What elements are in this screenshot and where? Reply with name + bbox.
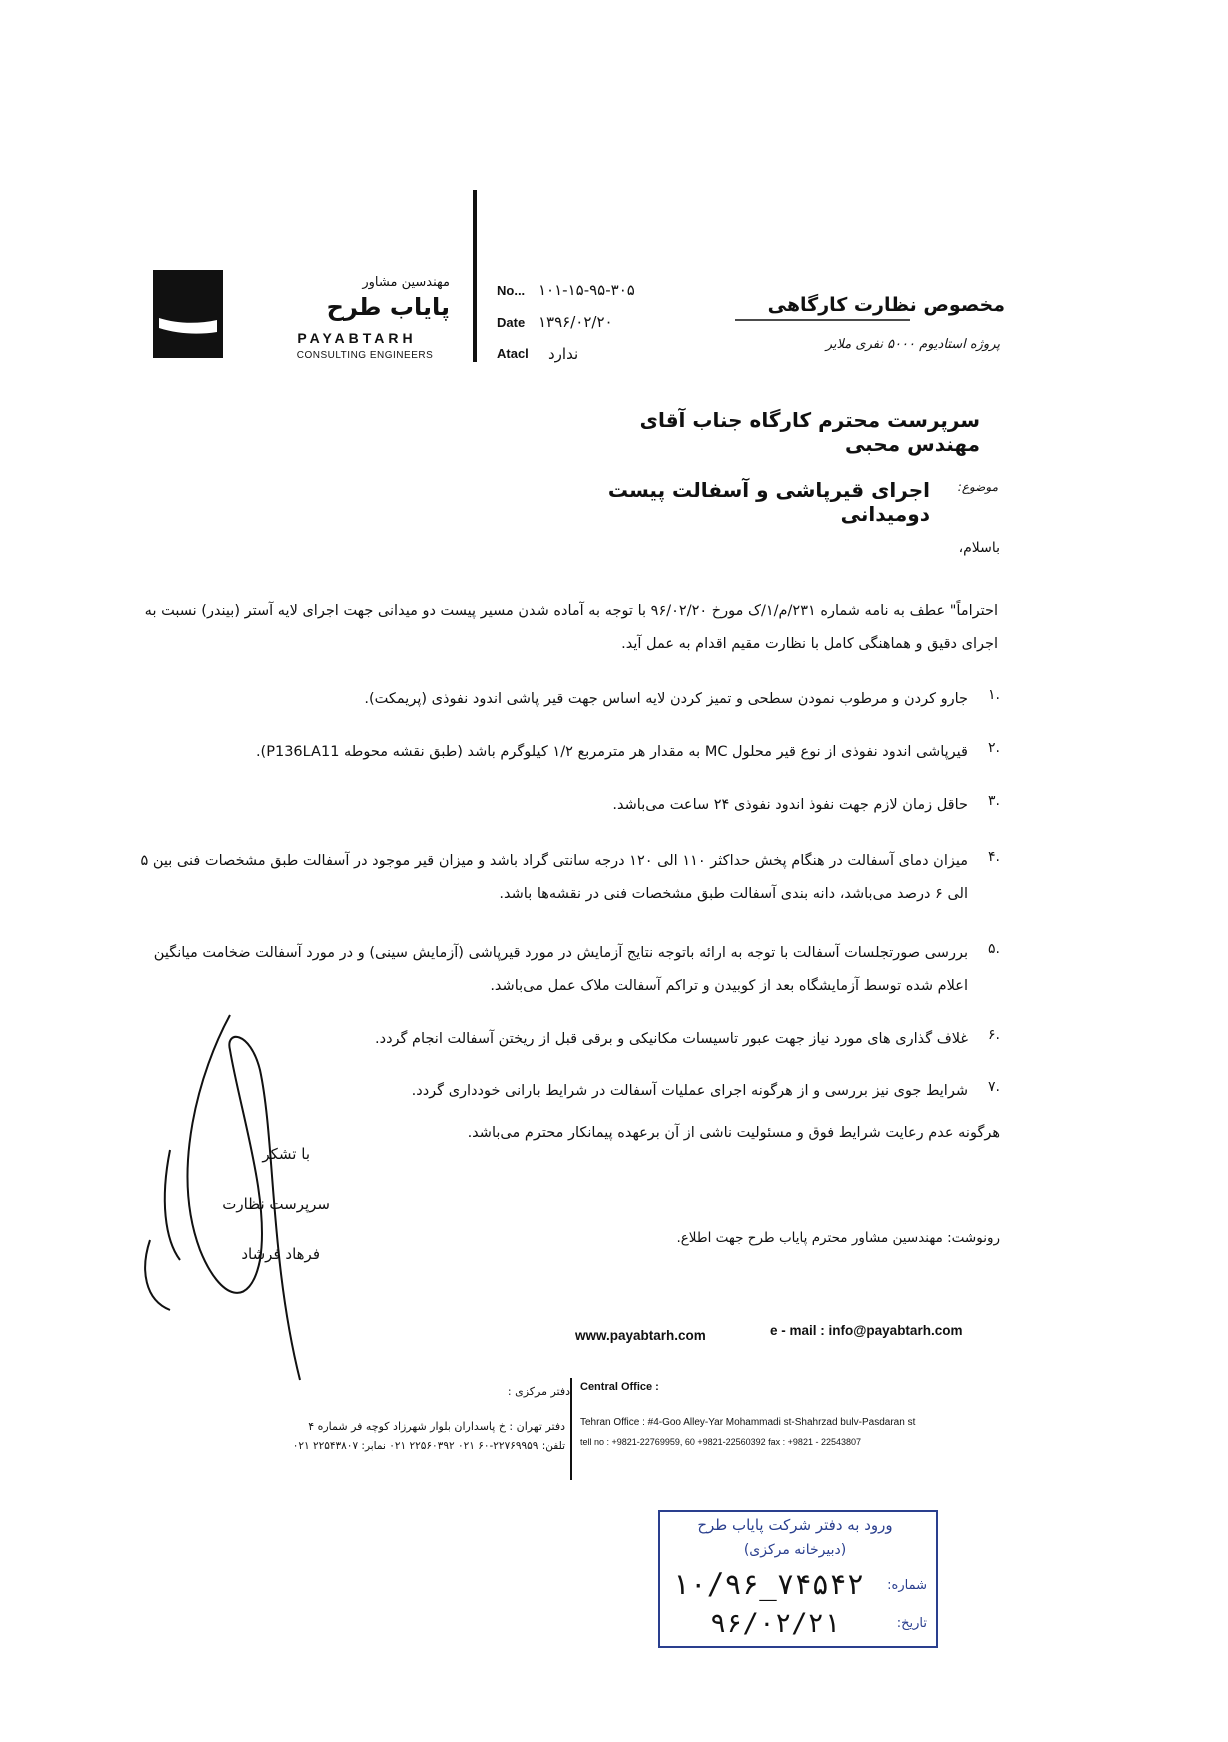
brand-name-fa: پایاب طرح (326, 293, 450, 321)
letter-date: ۱۳۹۶/۰۲/۲۰ (538, 313, 613, 331)
footer-divider (570, 1378, 572, 1480)
stamp-number: ۱۰/۹۶_۷۴۵۴۲ (672, 1567, 865, 1601)
attachment-label: Atacl (497, 346, 529, 361)
stamp-date-label: تاریخ: (896, 1616, 927, 1631)
handwritten-signature-icon (110, 1010, 370, 1390)
list-item: شرایط جوی نیز بررسی و از هرگونه اجرای عملیات آسفالت در شرایط بارانی خودداری گردد. (411, 1083, 968, 1099)
list-item: میزان دمای آسفالت در هنگام پخش حداکثر ۱۱۰ الی ۱۲۰ درجه سانتی گراد باشد و میزان قیر موجود در آسفالت طبق مشخصات فنی بین ۵ الی ۶ درصد می‌باشد، دانه بندی آسفالت طبق مشخصات فنی در نقشه‌ها باشد. (140, 853, 968, 902)
special-title: مخصوص نظارت کارگاهی (767, 294, 1005, 316)
stamp-title: ورود به دفتر شرکت پایاب طرح (697, 1516, 893, 1534)
consulting-label-fa: مهندسین مشاور (362, 275, 450, 290)
letter-number: ۱۰۱-۱۵-۹۵-۳۰۵ (538, 281, 635, 299)
list-item: جارو کردن و مرطوب نمودن سطحی و تمیز کردن لایه اساس جهت قیر پاشی اندود نفوذی (پریمکت). (364, 691, 968, 707)
list-item: قیرپاشی اندود نفوذی از نوع قیر محلول MC به مقدار هر مترمربع ۱/۲ کیلوگرم باشد (طبق نقشه محوطه P136LA11). (255, 744, 968, 760)
list-item: غلاف گذاری های مورد نیاز جهت عبور تاسیسات مکانیکی و برقی قبل از ریختن آسفالت انجام گردد. (375, 1031, 968, 1047)
phone-fa: تلفن: ۲۲۷۶۹۹۵۹-۶۰ ۰۲۱ ۲۲۵۶۰۳۹۲ ۰۲۱ نمابر: ۲۲۵۴۳۸۰۷ ۰۲۱ (292, 1440, 565, 1452)
website-link[interactable]: www.payabtarh.com (575, 1328, 706, 1343)
project-line: پروژه استادیوم ۵۰۰۰ نفری ملایر (825, 337, 1000, 352)
item-number: ۱. (988, 687, 1000, 703)
list-item: حاقل زمان لازم جهت نفوذ اندود نفوذی ۲۴ ساعت می‌باشد. (612, 797, 968, 813)
phone-en: tell no : +9821-22769959, 60 +9821-22560392 fax : +9821 - 22543807 (580, 1437, 861, 1447)
received-stamp (658, 1510, 938, 1648)
signer-role: سرپرست نظارت (222, 1195, 330, 1213)
stamp-number-label: شماره: (887, 1578, 927, 1593)
letter-number-label: No... (497, 283, 526, 298)
office-label-fa: دفتر مرکزی : (507, 1385, 570, 1398)
item-number: ۵. (988, 941, 1000, 957)
signer-name: فرهاد فرشاد (241, 1245, 320, 1263)
sign-regards: با تشکر (262, 1145, 310, 1163)
letter-date-label: Date (497, 315, 526, 330)
item-number: ۷. (988, 1079, 1000, 1095)
subject: اجرای قیرپاشی و آسفالت پیست دومیدانی (607, 478, 930, 526)
stamp-subtitle: (دبیرخانه مرکزی) (743, 1542, 847, 1558)
office-label-en: Central Office : (580, 1381, 659, 1393)
attachment-value: ندارد (548, 345, 579, 363)
consulting-label-en: CONSULTING ENGINEERS (296, 350, 434, 361)
stamp-date: ۹۶/۰۲/۲۱ (710, 1608, 841, 1639)
address-en: Tehran Office : #4-Goo Alley-Yar Mohammadi st-Shahrzad bulv-Pasdaran st (580, 1417, 916, 1428)
title-underline (735, 318, 910, 322)
list-item: بررسی صورتجلسات آسفالت با توجه به ارائه باتوجه نتایج آزمایش در مورد قیرپاشی (آزمایش سینی) و در مورد آسفالت ضخامت میانگین اعلام شده توسط آزمایشگاه بعد از کوبیدن و تراکم آسفالت ملاک عمل می‌باشد. (153, 945, 968, 994)
item-number: ۲. (988, 740, 1000, 756)
intro-paragraph: احتراماً" عطف به نامه شماره ۲۳۱/م/۱/ک مورخ ۹۶/۰۲/۲۰ با توجه به آماده شدن مسیر پیست دو میدانی جهت اجرای لایه آستر (بیندر) نسبت به اجرای دقیق و هماهنگی کامل با نظارت مقیم اقدام به عمل آید. (144, 603, 998, 652)
address-fa: دفتر تهران : خ پاسداران بلوار شهرزاد کوچه فر شماره ۴ (308, 1420, 565, 1433)
brand-name-en: PAYABTARH (297, 330, 417, 346)
company-logo-icon (153, 270, 223, 358)
subject-label: موضوع: (957, 480, 998, 494)
email-link[interactable]: e - mail : info@payabtarh.com (770, 1323, 963, 1338)
closing-paragraph: هرگونه عدم رعایت شرایط فوق و مسئولیت ناشی از آن برعهده پیمانکار محترم می‌باشد. (467, 1125, 1000, 1141)
item-number: ۳. (988, 793, 1000, 809)
greeting: باسلام، (958, 540, 1000, 556)
item-number: ۶. (988, 1027, 1000, 1043)
cc-line: رونوشت: مهندسین مشاور محترم پایاب طرح جهت اطلاع. (676, 1230, 1000, 1246)
item-number: ۴. (988, 849, 1000, 865)
header-divider (473, 190, 477, 362)
recipient: سرپرست محترم کارگاه جناب آقای مهندس محبی (639, 408, 980, 456)
